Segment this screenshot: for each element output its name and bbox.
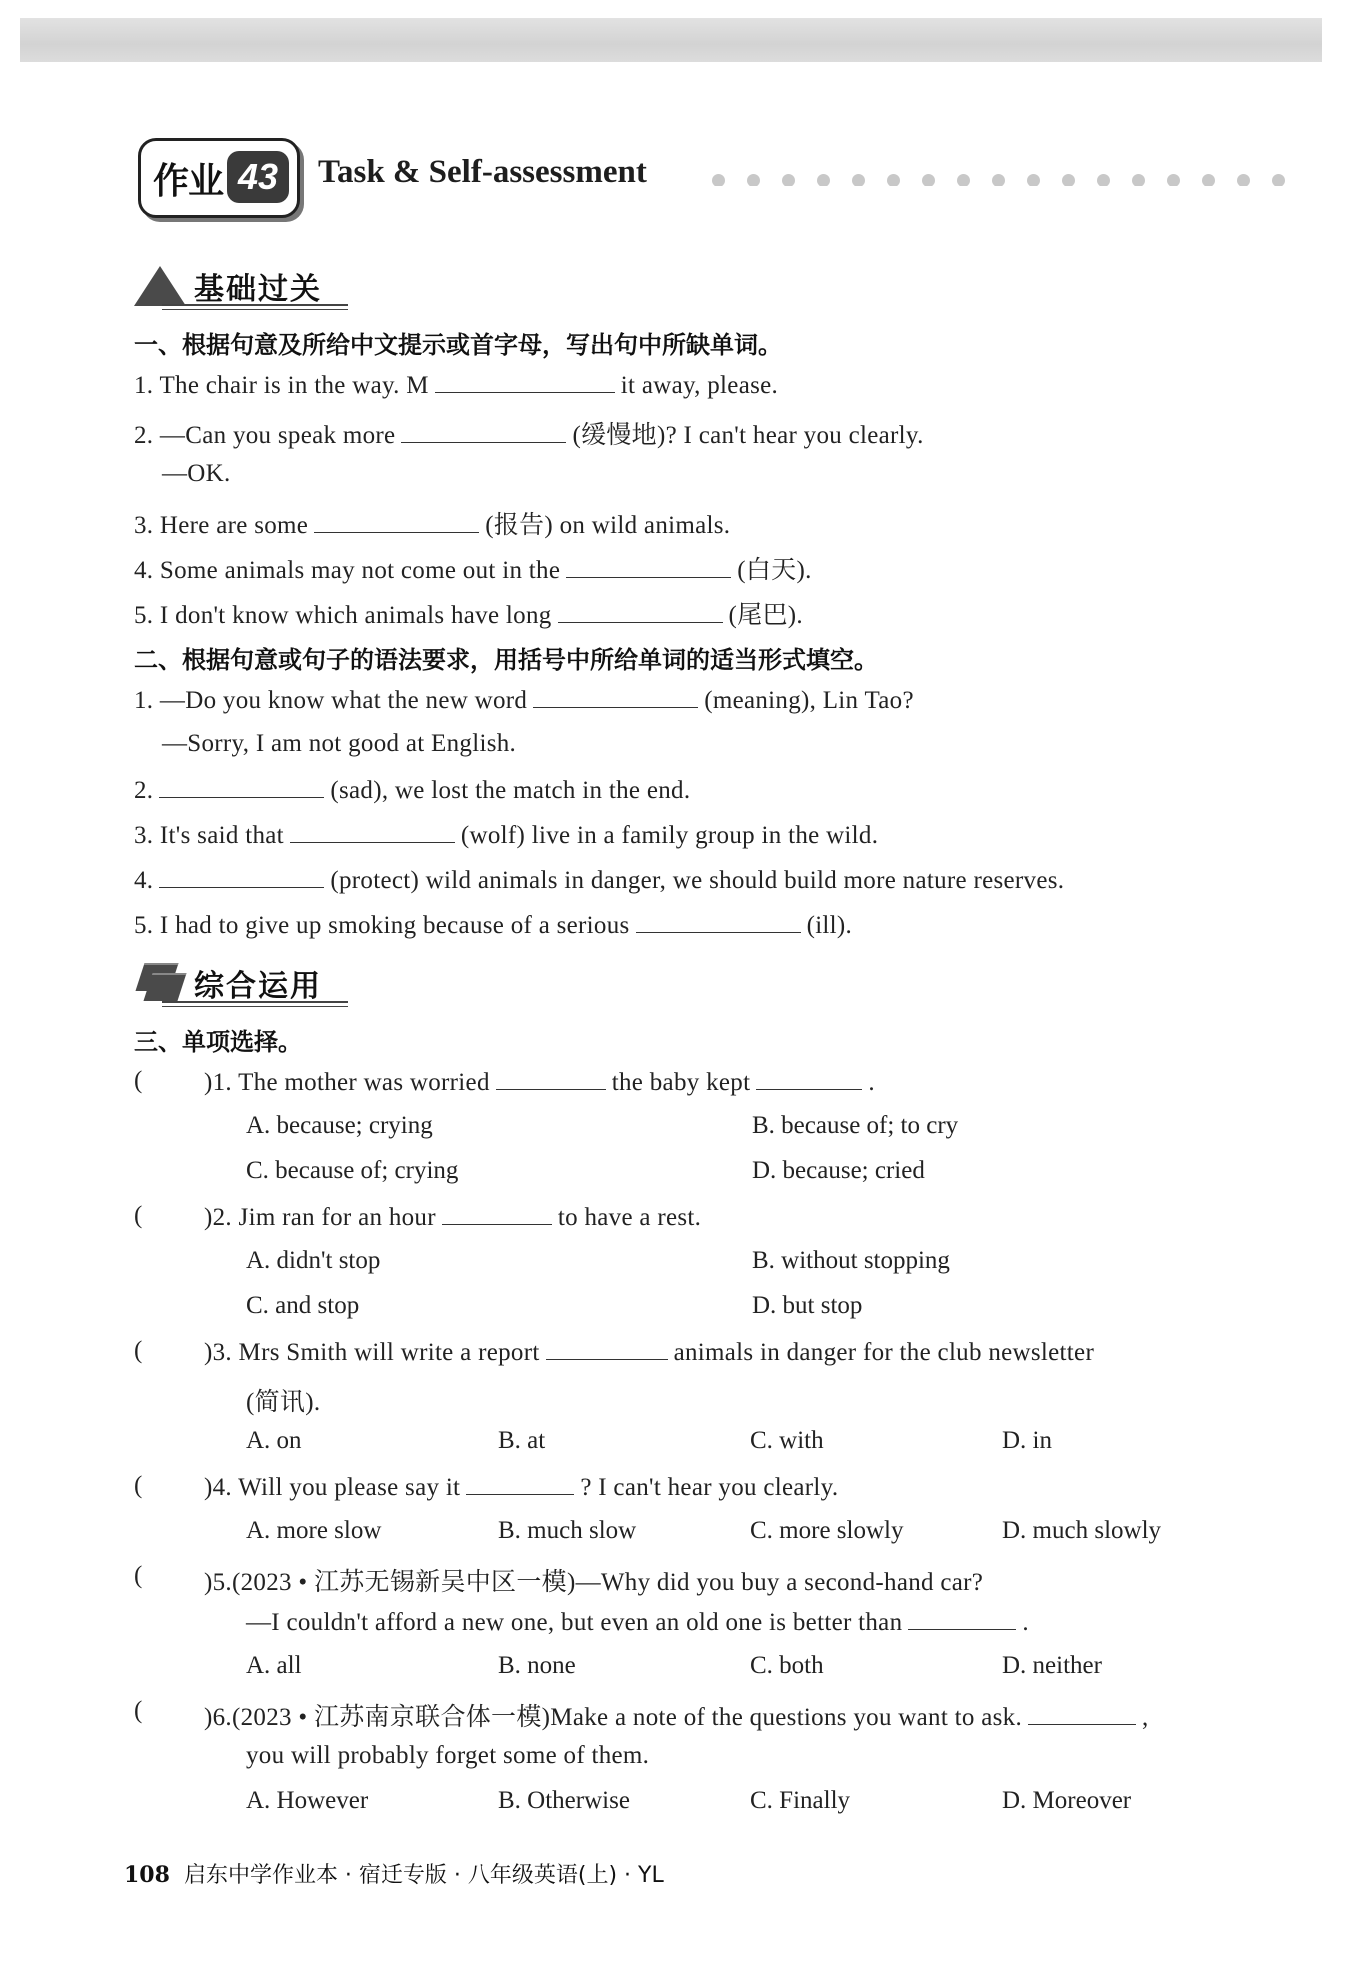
option-a[interactable]: A. more slow: [246, 1517, 382, 1544]
question-2-1-reply: —Sorry, I am not good at English.: [162, 730, 517, 757]
homework-badge: [138, 138, 300, 218]
option-a[interactable]: A. didn't stop: [246, 1247, 381, 1274]
answer-blank: [756, 1067, 862, 1090]
answer-blank: [546, 1337, 668, 1360]
option-a[interactable]: A. all: [246, 1652, 302, 1679]
mc-question-2: )2. Jim ran for an hour to have a rest.: [204, 1204, 702, 1231]
answer-blank[interactable]: [159, 865, 324, 888]
option-d[interactable]: D. but stop: [752, 1292, 863, 1319]
question-2-5: 5. I had to give up smoking because of a serious (ill).: [134, 912, 853, 939]
mc-question-3: )3. Mrs Smith will write a report animals in danger for the club newsletter: [204, 1339, 1095, 1366]
option-c[interactable]: C. because of; crying: [246, 1157, 459, 1184]
option-c[interactable]: C. both: [750, 1652, 824, 1679]
option-b[interactable]: B. at: [498, 1427, 546, 1454]
answer-blank[interactable]: [566, 555, 731, 578]
question-2-3: 3. It's said that (wolf) live in a family group in the wild.: [134, 822, 879, 849]
section-banner-application: [134, 955, 348, 1007]
mc-question-4: )4. Will you please say it ? I can't hear you clearly.: [204, 1474, 839, 1501]
answer-paren[interactable]: (: [134, 1562, 143, 1589]
mc-question-6-cont: you will probably forget some of them.: [246, 1742, 650, 1769]
question-1-3: 3. Here are some (报告) on wild animals.: [134, 512, 731, 539]
answer-blank: [1028, 1702, 1136, 1725]
instruction-part3: 三、单项选择。: [134, 1028, 302, 1056]
answer-blank[interactable]: [159, 775, 324, 798]
answer-blank: [466, 1472, 574, 1495]
question-2-4: 4. (protect) wild animals in danger, we should build more nature reserves.: [134, 867, 1065, 894]
answer-paren[interactable]: (: [134, 1697, 143, 1724]
option-b[interactable]: B. because of; to cry: [752, 1112, 959, 1139]
question-1-5: 5. I don't know which animals have long (尾巴).: [134, 602, 803, 629]
answer-paren[interactable]: (: [134, 1472, 143, 1499]
mc-question-6: )6.(2023 • 江苏南京联合体一模)Make a note of the questions you want to ask. ,: [204, 1704, 1149, 1731]
answer-blank[interactable]: [290, 820, 455, 843]
page-title: Task & Self-assessment: [318, 154, 647, 190]
question-1-2: 2. —Can you speak more (缓慢地)? I can't hear you clearly.: [134, 422, 924, 449]
answer-blank[interactable]: [314, 510, 479, 533]
decorative-dots: [712, 172, 1324, 186]
answer-blank[interactable]: [401, 420, 566, 443]
option-d[interactable]: D. much slowly: [1002, 1517, 1162, 1544]
option-c[interactable]: C. and stop: [246, 1292, 360, 1319]
section-banner-label: 综合运用: [194, 969, 322, 1004]
option-b[interactable]: B. without stopping: [752, 1247, 950, 1274]
answer-paren[interactable]: (: [134, 1202, 143, 1229]
answer-blank: [496, 1067, 606, 1090]
page-footer: [124, 1858, 664, 1889]
question-1-4: 4. Some animals may not come out in the (白天).: [134, 557, 812, 584]
mountain-icon: [134, 266, 186, 306]
option-d[interactable]: D. in: [1002, 1427, 1052, 1454]
mc-question-1: )1. The mother was worried the baby kept .: [204, 1069, 875, 1096]
answer-blank: [908, 1607, 1016, 1630]
mc-question-5-reply: —I couldn't afford a new one, but even an old one is better than .: [246, 1609, 1029, 1636]
mc-question-5: )5.(2023 • 江苏无锡新吴中区一模)—Why did you buy a second-hand car?: [204, 1569, 984, 1596]
option-a[interactable]: A. However: [246, 1787, 369, 1814]
badge-label: 作业: [153, 161, 224, 202]
option-c[interactable]: C. with: [750, 1427, 824, 1454]
answer-paren[interactable]: (: [134, 1337, 143, 1364]
option-d[interactable]: D. because; cried: [752, 1157, 925, 1184]
answer-paren[interactable]: (: [134, 1067, 143, 1094]
scan-top-edge: [20, 18, 1322, 62]
option-d[interactable]: D. Moreover: [1002, 1787, 1132, 1814]
option-a[interactable]: A. because; crying: [246, 1112, 433, 1139]
answer-blank: [442, 1202, 552, 1225]
option-b[interactable]: B. none: [498, 1652, 576, 1679]
option-a[interactable]: A. on: [246, 1427, 302, 1454]
page-number: 108: [124, 1862, 170, 1888]
question-2-2: 2. (sad), we lost the match in the end.: [134, 777, 691, 804]
instruction-part2: 二、根据句意或句子的语法要求，用括号中所给单词的适当形式填空。: [134, 646, 878, 674]
option-d[interactable]: D. neither: [1002, 1652, 1102, 1679]
instruction-part1: 一、根据句意及所给中文提示或首字母，写出句中所缺单词。: [134, 331, 782, 359]
section-banner-basics: [134, 258, 348, 310]
book-title: 启东中学作业本 · 宿迁专版 · 八年级英语(上) · YL: [183, 1863, 664, 1888]
answer-blank[interactable]: [435, 370, 615, 393]
option-b[interactable]: B. Otherwise: [498, 1787, 630, 1814]
question-2-1: 1. —Do you know what the new word (meaning), Lin Tao?: [134, 687, 914, 714]
option-b[interactable]: B. much slow: [498, 1517, 637, 1544]
mc-question-3-cont: (简讯).: [246, 1389, 321, 1416]
badge-number: 43: [227, 151, 289, 203]
option-c[interactable]: C. Finally: [750, 1787, 851, 1814]
question-1-2-reply: —OK.: [162, 460, 231, 487]
section-banner-label: 基础过关: [194, 272, 322, 307]
answer-blank[interactable]: [533, 685, 698, 708]
option-c[interactable]: C. more slowly: [750, 1517, 904, 1544]
answer-blank[interactable]: [636, 910, 801, 933]
blocks-icon: [134, 963, 186, 1003]
question-1-1: 1. The chair is in the way. M it away, please.: [134, 372, 779, 399]
answer-blank[interactable]: [558, 600, 723, 623]
